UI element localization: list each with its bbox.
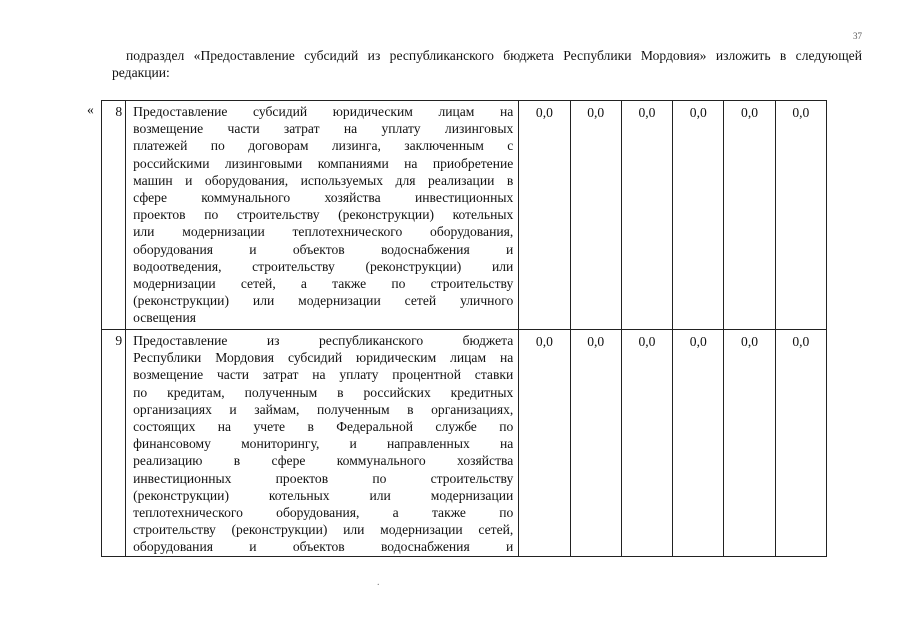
value-cell: 0,0 <box>724 101 775 330</box>
description-line: модернизации сетей, а также по строительству <box>133 276 514 292</box>
description-line: сфере коммунального хозяйства инвестиционных <box>133 190 514 206</box>
description-line: Предоставление из республиканского бюджета <box>133 333 514 348</box>
row-description <box>126 101 519 330</box>
description-line: оборудования и объектов водоснабжения и <box>133 539 514 555</box>
description-line: платежей по договорам лизинга, заключенным с <box>133 138 514 154</box>
description-line: теплотехнического оборудования, а также по <box>133 505 514 521</box>
page-number: 37 <box>853 31 862 41</box>
row-number: 8 <box>102 101 126 330</box>
description-line: по кредитам, полученным в российских кредитных <box>133 384 514 400</box>
value-cell: 0,0 <box>570 330 621 557</box>
value-cell: 0,0 <box>570 101 621 330</box>
funding-table <box>101 100 827 557</box>
value-cell: 0,0 <box>673 101 724 330</box>
scan-mark: . <box>377 577 380 588</box>
description-line: строительству (реконструкции) или модернизации сетей, <box>133 522 514 538</box>
description-line: состоящих на учете в Федеральной службе по <box>133 419 514 435</box>
table-row <box>102 101 827 330</box>
row-description <box>126 330 519 557</box>
description-line: возмещение части затрат на уплату процентной ставки <box>133 367 514 383</box>
description-line: водоотведения, строительству (реконструкции) или <box>133 258 514 274</box>
description-line: организациях и займам, полученным в организациях, <box>133 401 514 417</box>
value-cell: 0,0 <box>724 330 775 557</box>
description-line: инвестиционных проектов по строительству <box>133 470 514 486</box>
value-cell: 0,0 <box>519 101 570 330</box>
intro-paragraph: подраздел «Предоставление субсидий из республиканского бюджета Республики Мордовия» изложить в следующей редакции: <box>112 48 862 80</box>
value-cell: 0,0 <box>519 330 570 557</box>
description-line: (реконструкции) котельных или модернизации <box>133 487 514 503</box>
description-line: возмещение части затрат на уплату лизинговых <box>133 121 514 137</box>
opening-quote-mark: « <box>87 102 94 117</box>
description-line: или модернизации теплотехнического оборудования, <box>133 224 514 240</box>
description-line: финансовому мониторингу, и направленных на <box>133 436 514 452</box>
value-cell: 0,0 <box>673 330 724 557</box>
row-number: 9 <box>102 330 126 557</box>
table-row <box>102 330 827 557</box>
description-line: реализацию в сфере коммунального хозяйства <box>133 453 514 469</box>
description-line: (реконструкции) или модернизации сетей уличного <box>133 293 514 309</box>
value-cell: 0,0 <box>621 330 672 557</box>
value-cell: 0,0 <box>775 330 826 557</box>
value-cell: 0,0 <box>621 101 672 330</box>
description-line: проектов по строительству (реконструкции) котельных <box>133 207 514 223</box>
description-line: освещения <box>133 310 196 326</box>
value-cell: 0,0 <box>775 101 826 330</box>
description-line: машин и оборудования, используемых для реализации в <box>133 172 514 188</box>
description-line: российскими лизинговыми компаниями на приобретение <box>133 155 514 171</box>
description-line: Республики Мордовия субсидий юридическим лицам на <box>133 350 514 366</box>
description-line: Предоставление субсидий юридическим лицам на <box>133 104 514 119</box>
description-line: оборудования и объектов водоснабжения и <box>133 241 514 257</box>
